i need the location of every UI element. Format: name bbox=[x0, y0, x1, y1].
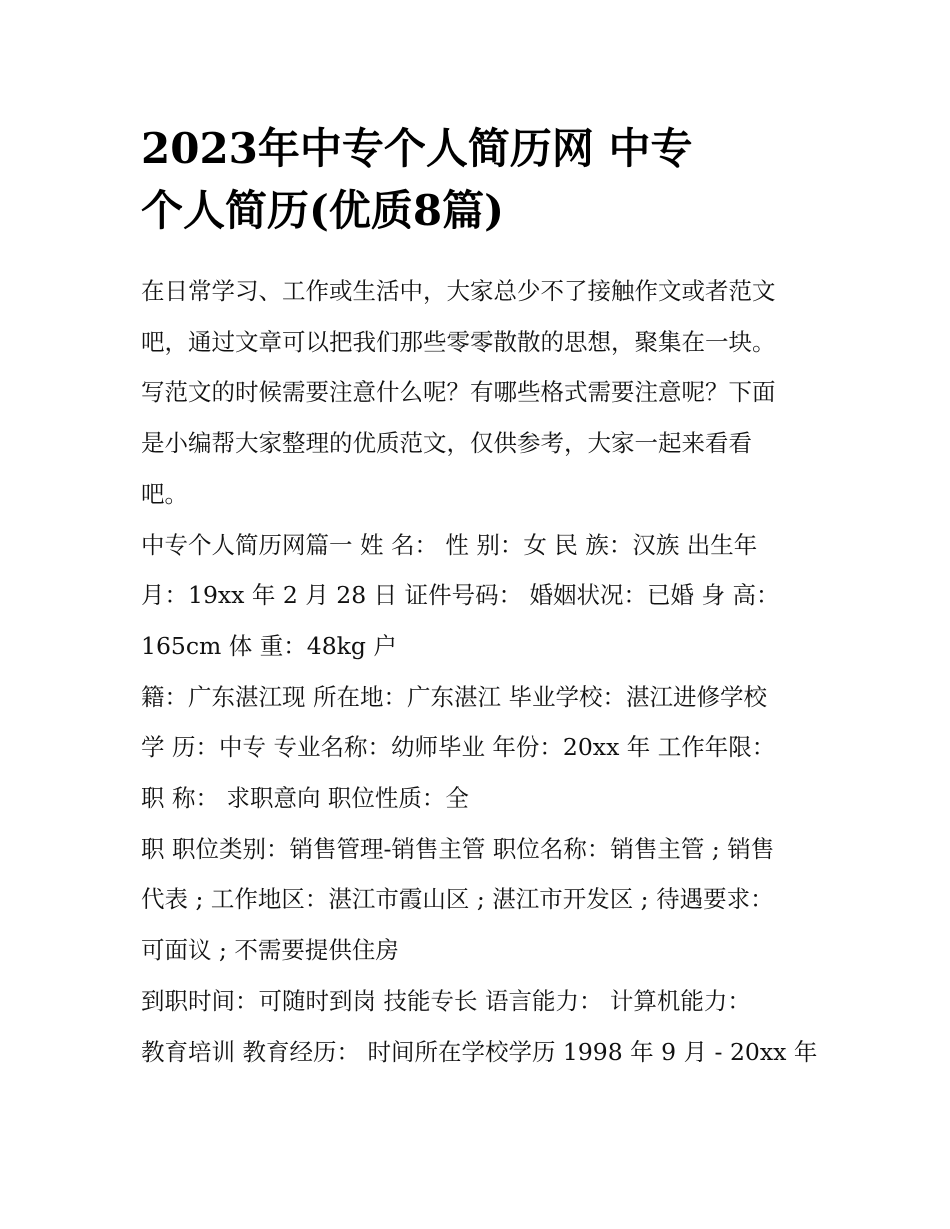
body-line: 学 历：中专 专业名称：幼师毕业 年份：20xx 年 工作年限： bbox=[141, 733, 776, 762]
body-line: 籍：广东湛江现 所在地：广东湛江 毕业学校：湛江进修学校 bbox=[141, 682, 767, 711]
body-line: 职 称： 求职意向 职位性质：全 bbox=[141, 784, 469, 813]
body-line: 吧，通过文章可以把我们那些零零散散的思想，聚集在一块。 bbox=[141, 327, 776, 356]
document-content bbox=[141, 118, 821, 1077]
body-line: 可面议 ; 不需要提供住房 bbox=[141, 936, 399, 965]
title-line: 2023年中专个人简历网 中专 bbox=[141, 124, 693, 173]
title-line: 个人简历(优质8篇) bbox=[141, 186, 504, 235]
body-line: 到职时间：可随时到岗 技能专长 语言能力： 计算机能力： bbox=[141, 986, 751, 1015]
document-body bbox=[141, 266, 821, 1077]
body-line: 在日常学习、工作或生活中，大家总少不了接触作文或者范文 bbox=[141, 277, 776, 305]
body-line: 165cm 体 重：48kg 户 bbox=[141, 631, 397, 660]
body-line: 代表 ; 工作地区：湛江市霞山区 ; 湛江市开发区 ; 待遇要求： bbox=[141, 885, 774, 914]
body-line: 是小编帮大家整理的优质范文，仅供参考，大家一起来看看 bbox=[141, 429, 752, 458]
body-line: 月：19xx 年 2 月 28 日 证件号码： 婚姻状况：已婚 身 高： bbox=[141, 581, 780, 610]
body-line: 吧。 bbox=[141, 479, 188, 508]
body-line: 职 职位类别：销售管理-销售主管 职位名称：销售主管 ; 销售 bbox=[141, 834, 775, 863]
body-line: 写范文的时候需要注意什么呢？有哪些格式需要注意呢？下面 bbox=[141, 378, 776, 407]
document-title bbox=[141, 118, 781, 242]
body-line: 教育培训 教育经历： 时间所在学校学历 1998 年 9 月 - 20xx 年 bbox=[141, 1037, 818, 1066]
body-line: 中专个人简历网篇一 姓 名： 性 别：女 民 族：汉族 出生年 bbox=[141, 530, 758, 559]
